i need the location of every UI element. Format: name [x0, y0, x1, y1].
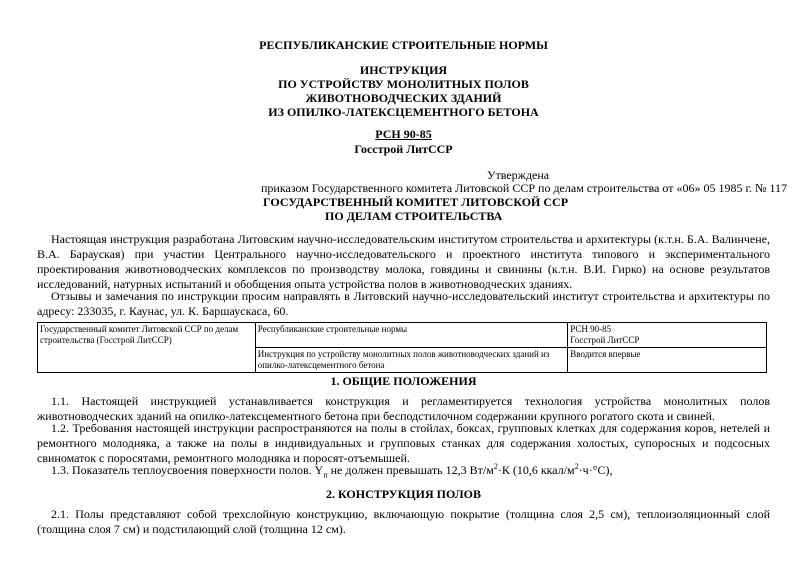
approved-label: Утверждена: [487, 168, 550, 182]
title-line: ПО УСТРОЙСТВУ МОНОЛИТНЫХ ПОЛОВ: [278, 77, 529, 91]
paragraph-1-2: 1.2. Требования настоящей инструкции распространяются на полы в стойлах, боксах, групповых клетках для содержания коров, нетелей и ремонтного молодняка, а также на полы в индивидуальных и групповых станках для содержания холостых, супоросных и подсосных свиноматок с поросятами, ремонтного молодняка и поросят-отъемышей.: [37, 421, 770, 465]
issuer-cell: Государственный комитет Литовской ССР по делам строительства (Госстрой ЛитССР): [38, 323, 256, 373]
feedback-paragraph: Отзывы и замечания по инструкции просим направлять в Литовский научно-исследовательский институт строительства и архитектуры по адресу: 233035, г. Каунас, ул. К. Баршаускаса, 60.: [37, 289, 770, 318]
document-org: Госстрой ЛитССР: [354, 142, 453, 156]
p13-subscript: п: [323, 470, 328, 480]
title-line: ИНСТРУКЦИЯ: [359, 63, 448, 77]
approving-committee: [263, 195, 568, 223]
title-line: ИЗ ОПИЛКО-ЛАТЕКСЦЕМЕНТНОГО БЕТОНА: [268, 105, 539, 119]
status-cell: Вводится впервые: [568, 348, 767, 373]
p13-text: ·К (10,6 ккал/м: [497, 463, 575, 477]
section-1-title: 1. ОБЩИЕ ПОЛОЖЕНИЯ: [330, 374, 477, 388]
p13-text: не должен превышать 12,3 Вт/м: [327, 463, 494, 477]
paragraph-1-3: [37, 463, 770, 478]
paragraph-2-1: 2.1. Полы представляют собой трехслойную конструкцию, включающую покрытие (толщина слоя 2,5 см), теплоизоляционный слой (толщина слоя 7 см) и подстилающий слой (толщина 12 см).: [37, 507, 770, 536]
committee-line: ГОСУДАРСТВЕННЫЙ КОМИТЕТ ЛИТОВСКОЙ ССР: [263, 195, 569, 209]
paragraph-1-1: 1.1. Настоящей инструкцией устанавливается конструкция и регламентируется технология устройства монолитных полов животноводческих зданий на опилко-латексцементного бетона при бесподстилочном содержании крупного рогатого скота и свиней.: [37, 394, 770, 423]
document-title: [0, 63, 807, 119]
norms-header: РЕСПУБЛИКАНСКИЕ СТРОИТЕЛЬНЫЕ НОРМЫ: [259, 38, 548, 52]
title-line: ЖИВОТНОВОДЧЕСКИХ ЗДАНИЙ: [305, 91, 502, 105]
code-cell: [568, 323, 767, 348]
metadata-table: [37, 322, 767, 373]
code-cell-line: РСН 90-85: [570, 324, 612, 334]
p13-superscript: 2: [574, 462, 579, 471]
p13-text: ·ч·°С),: [578, 463, 613, 477]
section-2-title: 2. КОНСТРУКЦИЯ ПОЛОВ: [326, 487, 481, 501]
p13-text: 1.3. Показатель теплоусвоения поверхности полов. Y: [51, 463, 324, 477]
code-cell-line: Госстрой ЛитССР: [570, 335, 640, 345]
table-row: [38, 323, 767, 348]
approval-order: приказом Государственного комитета Литовской ССР по делам строительства от «06» 05 1985 г. № 117: [261, 181, 788, 195]
document-code: РСН 90-85: [375, 127, 432, 141]
committee-line: ПО ДЕЛАМ СТРОИТЕЛЬСТВА: [325, 209, 503, 223]
doc-title-cell: Инструкция по устройству монолитных полов животноводческих зданий из опилко-латексцементного бетона: [255, 348, 568, 373]
norm-type-cell: Республиканские строительные нормы: [255, 323, 568, 348]
p13-superscript: 2: [493, 462, 498, 471]
intro-paragraph: Настоящая инструкция разработана Литовским научно-исследовательским институтом строительства и архитектуры (к.т.н. Б.А. Валинчене, В.А. Барауская) при участии Центрального научно-исследовательского и проектного института типового и экспериментального проектирования животноводческих комплексов по производству молока, говядины и свинины (к.т.н. В.И. Гирко) на основе результатов исследований, натурных испытаний и обобщения опыта устройства полов в животноводческих зданиях.: [37, 232, 770, 291]
